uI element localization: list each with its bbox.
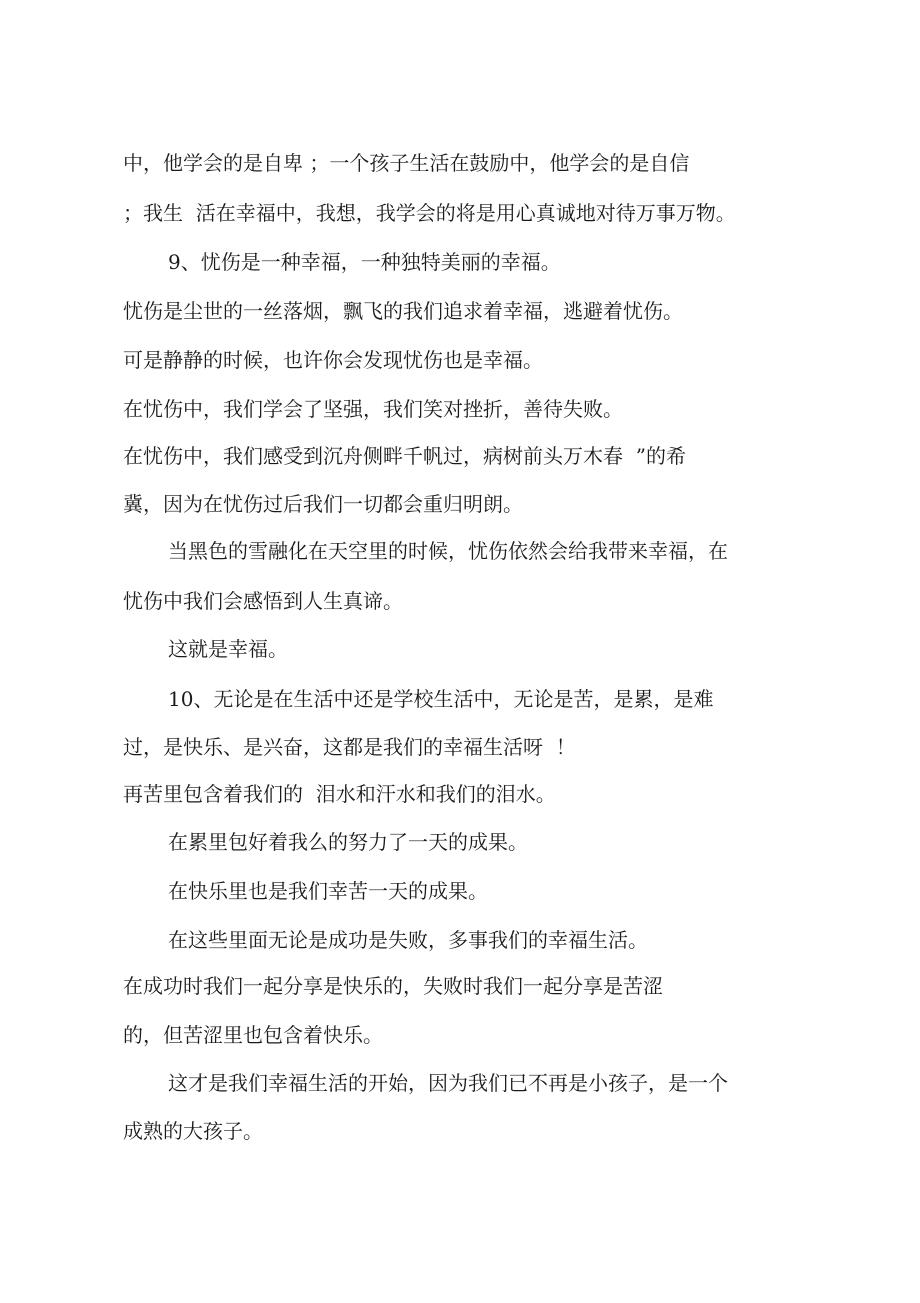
paragraph-heading: 10、无论是在生活中还是学校生活中，无论是苦，是累，是难: [168, 687, 714, 711]
text-line: 中，他学会的是自卑 ；一个孩子生活在鼓励中，他学会的是自信: [123, 151, 690, 175]
text-line: 再苦里包含着我们的 泪水和汗水和我们的泪水。: [123, 782, 556, 806]
paragraph-heading: 9、忧伤是一种幸福，一种独特美丽的幸福。: [168, 250, 561, 274]
text-line: 可是静静的时候，也许你会发现忧伤也是幸福。: [123, 348, 543, 372]
text-line: 这就是幸福。: [168, 637, 288, 661]
text-line: 这才是我们幸福生活的开始，因为我们已不再是小孩子，是一个: [168, 1071, 728, 1095]
text-line: 在累里包好着我么的努力了一天的成果。: [168, 830, 528, 854]
text-line: 在忧伤中，我们学会了坚强，我们笑对挫折，善待失败。: [123, 397, 623, 421]
text-line: 忧伤中我们会感悟到人生真谛。: [123, 589, 403, 613]
text-line: 当黑色的雪融化在天空里的时候，忧伤依然会给我带来幸福，在: [168, 539, 728, 563]
text-line: 过，是快乐、是兴奋，这都是我们的幸福生活呀 ！: [123, 735, 576, 759]
text-line: 在这些里面无论是成功是失败，多事我们的幸福生活。: [168, 928, 648, 952]
text-line: 在快乐里也是我们幸苦一天的成果。: [168, 879, 488, 903]
text-line: 成熟的大孩子。: [123, 1119, 263, 1143]
text-line: ；我生 活在幸福中，我想，我学会的将是用心真诚地对待万事万物。: [123, 201, 736, 225]
text-line: 的，但苦涩里也包含着快乐。: [123, 1023, 383, 1047]
text-line: 在成功时我们一起分享是快乐的，失败时我们一起分享是苦涩: [123, 974, 663, 998]
text-line: 冀，因为在忧伤过后我们一切都会重归明朗。: [123, 492, 523, 516]
text-line: 忧伤是尘世的一丝落烟，飘飞的我们追求着幸福，逃避着忧伤。: [123, 299, 683, 323]
text-line: 在忧伤中，我们感受到沉舟侧畔千帆过，病树前头万木春 ”的希: [123, 444, 686, 468]
